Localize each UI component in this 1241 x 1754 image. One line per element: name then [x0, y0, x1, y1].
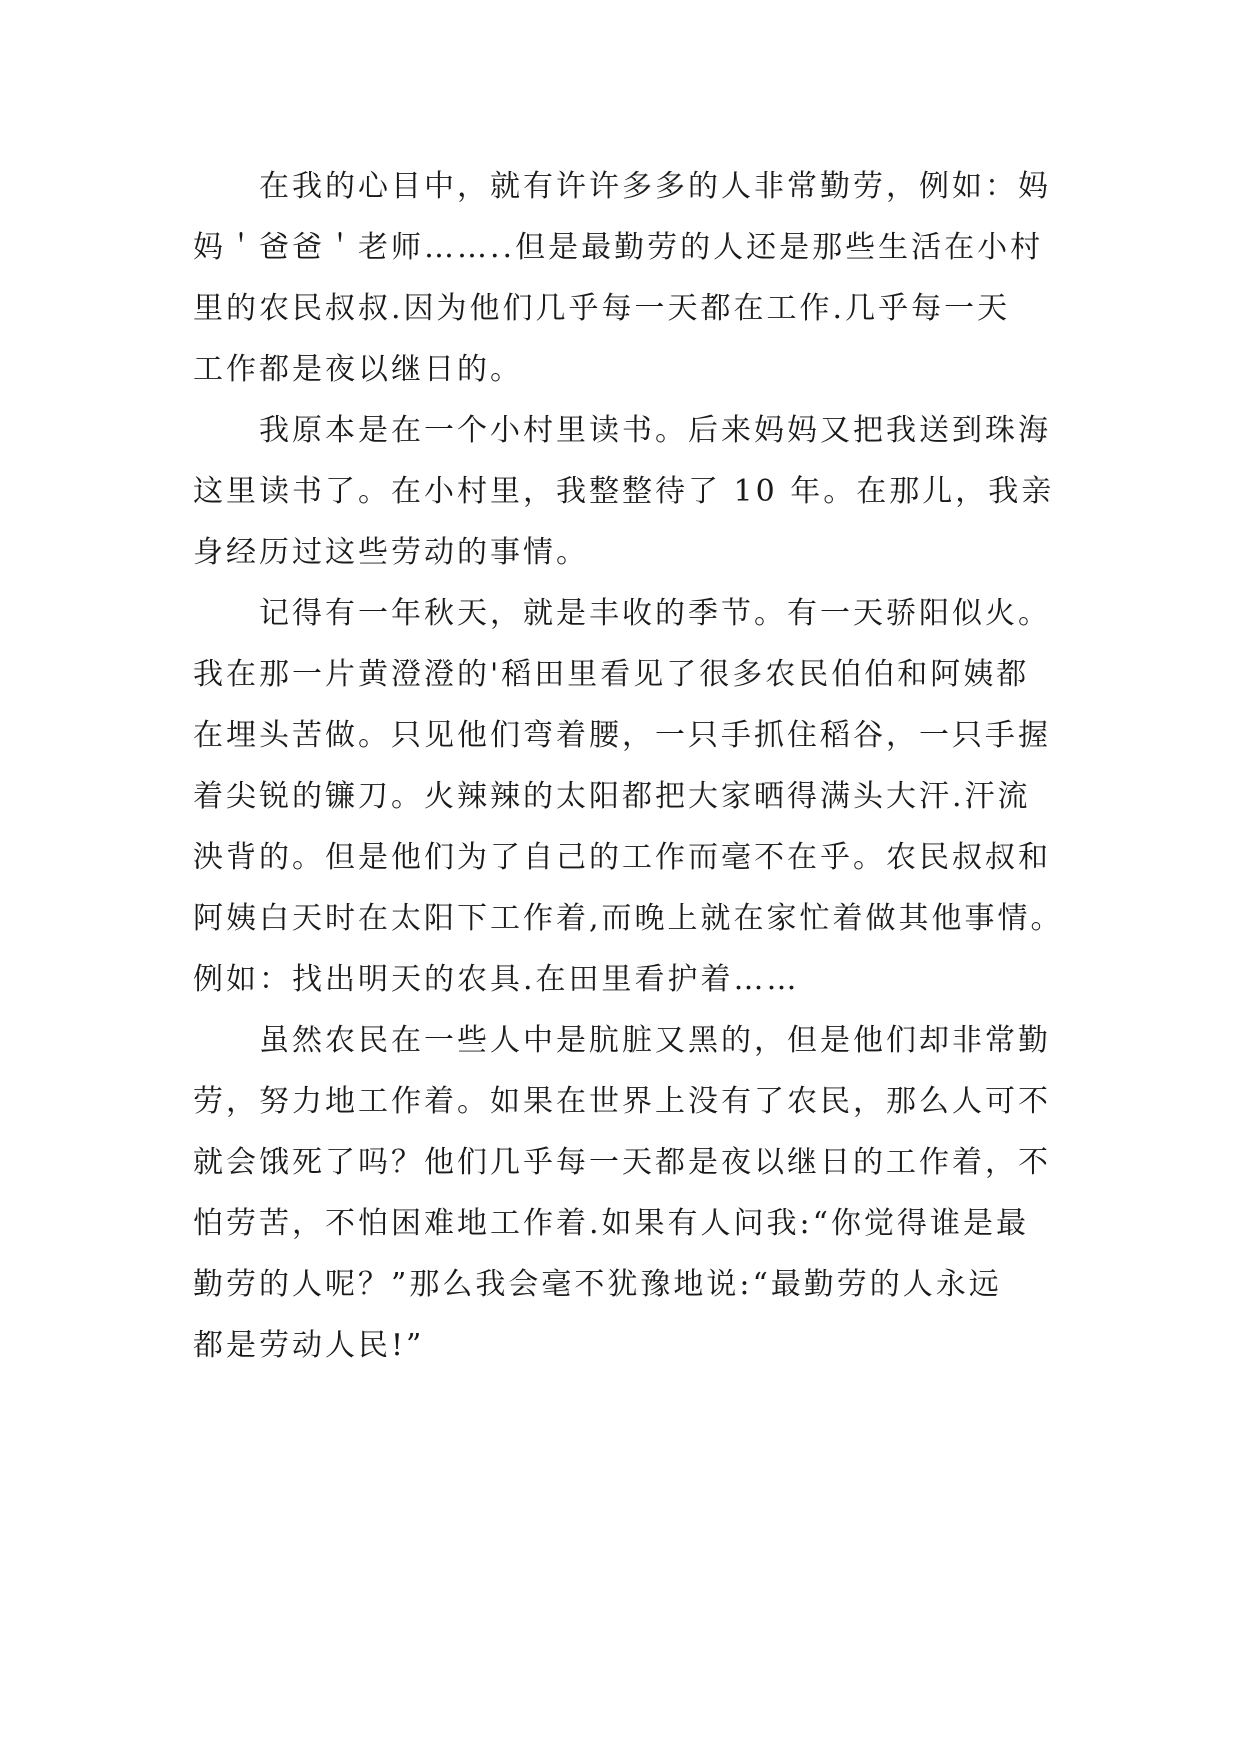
paragraph-4: [193, 1010, 1063, 1376]
text-line: 身经历过这些劳动的事情。: [193, 535, 589, 570]
text-line: 着尖锐的镰刀。火辣辣的太阳都把大家晒得满头大汗.汗流: [193, 779, 1031, 814]
text-line: 劳，努力地工作着。如果在世界上没有了农民，那么人可不: [193, 1084, 1051, 1119]
paragraph-3: [193, 583, 1063, 1010]
text-line: 里的农民叔叔.因为他们几乎每一天都在工作.几乎每一天: [193, 291, 1011, 326]
text-line: 勤劳的人呢？”那么我会毫不犹豫地说:“最勤劳的人永远: [193, 1267, 1002, 1302]
text-line: 这里读书了。在小村里，我整整待了 10 年。在那儿，我亲: [193, 474, 1055, 509]
text-line: 虽然农民在一些人中是肮脏又黑的，但是他们却非常勤: [259, 1023, 1051, 1058]
text-line: 在我的心目中，就有许许多多的人非常勤劳，例如：妈: [259, 169, 1051, 204]
text-line: 我在那一片黄澄澄的'稻田里看见了很多农民伯伯和阿姨都: [193, 657, 1030, 692]
text-line: 妈＇爸爸＇老师……..但是最勤劳的人还是那些生活在小村: [193, 230, 1044, 265]
text-line: 怕劳苦，不怕困难地工作着.如果有人问我:“你觉得谁是最: [193, 1206, 1029, 1241]
text-line: 都是劳动人民!”: [193, 1328, 425, 1363]
text-line: 工作都是夜以继日的。: [193, 352, 523, 387]
text-line: 阿姨白天时在太阳下工作着,而晚上就在家忙着做其他事情。: [193, 901, 1064, 936]
text-line: 就会饿死了吗？他们几乎每一天都是夜以继日的工作着，不: [193, 1145, 1051, 1180]
text-line: 记得有一年秋天，就是丰收的季节。有一天骄阳似火。: [259, 596, 1051, 631]
text-line: 在埋头苦做。只见他们弯着腰，一只手抓住稻谷，一只手握: [193, 718, 1051, 753]
paragraph-1: [193, 156, 1063, 400]
text-line: 例如：找出明天的农具.在田里看护着……: [193, 962, 800, 997]
text-line: 泱背的。但是他们为了自己的工作而毫不在乎。农民叔叔和: [193, 840, 1051, 875]
paragraph-2: [193, 400, 1063, 583]
essay-body: [193, 156, 1063, 1376]
text-line: 我原本是在一个小村里读书。后来妈妈又把我送到珠海: [259, 413, 1051, 448]
